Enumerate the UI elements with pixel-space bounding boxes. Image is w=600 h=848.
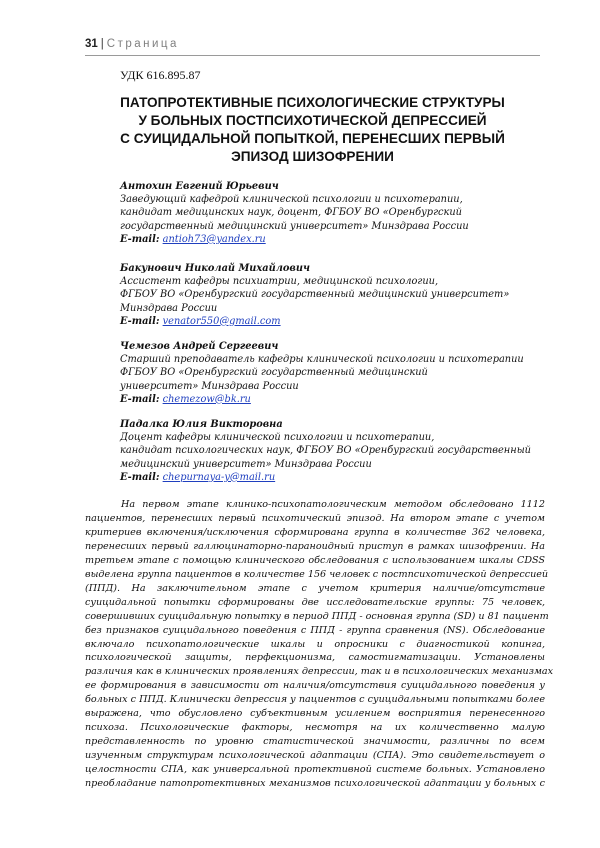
author-affiliation-line: медицинский университет» Минздрава России bbox=[120, 458, 372, 470]
author-block bbox=[120, 262, 550, 328]
email-label: E-mail: bbox=[120, 315, 160, 327]
author-email-link[interactable]: chemezow@bk.ru bbox=[162, 393, 251, 405]
abstract-line: выражена, что обусловлено субъективным усилением восприятия перенесенного bbox=[85, 708, 545, 720]
abstract-line: различия как в клинических проявлениях депрессии, так и в психологических механизмах bbox=[85, 666, 554, 678]
abstract-line: целостности СПА, как универсальной протективной системе больных. Установлено bbox=[85, 764, 545, 776]
abstract-line: перенесших первый галлюцинаторно-параноидный приступ в рамках шизофрении. На bbox=[85, 540, 545, 552]
abstract-line: совершивших суицидальную попытку в период ППД - основная группа (SD) и 81 пациент bbox=[85, 610, 549, 622]
author-affiliation-line: Ассистент кафедры психиатрии, медицинской психологии, bbox=[120, 276, 439, 288]
title-line: У БОЛЬНЫХ ПОСТПСИХОТИЧЕСКОЙ ДЕПРЕССИЕЙ bbox=[138, 113, 487, 128]
author-name: Бакунович Николай Михайлович bbox=[120, 263, 310, 274]
abstract-line: представленность по уровню статистической значимости, различны по всем bbox=[85, 736, 545, 748]
abstract-line: включало психопатологические шкалы и опросники с диагностикой копинга, bbox=[85, 638, 545, 650]
author-affiliation-line: государственный медицинский университет» Минздрава России bbox=[120, 220, 469, 232]
article-title bbox=[85, 94, 540, 166]
abstract-line: критериев включения/исключения сформирована группа в количестве 362 человека, bbox=[85, 526, 545, 538]
author-affiliation-line: ФГБОУ ВО «Оренбургский государственный медицинский bbox=[120, 367, 428, 379]
page-number: 31 bbox=[85, 38, 98, 50]
author-affiliation-line: Доцент кафедры клинической психологии и психотерапии, bbox=[120, 432, 435, 444]
header-divider bbox=[85, 55, 540, 56]
email-label: E-mail: bbox=[120, 233, 160, 245]
title-line: С СУИЦИДАЛЬНОЙ ПОПЫТКОЙ, ПЕРЕНЕСШИХ ПЕРВЫЙ bbox=[120, 131, 505, 146]
abstract-line: преобладание патопротективных механизмов психологической адаптации у больных с bbox=[85, 778, 545, 790]
abstract-line: суицидальной попытки сформированы две исследовательские группы: 75 человек, bbox=[85, 596, 545, 608]
abstract-body bbox=[85, 498, 554, 791]
email-label: E-mail: bbox=[120, 393, 160, 405]
author-affiliation-line: Заведующий кафедрой клинической психологии и психотерапии, bbox=[120, 194, 463, 206]
author-email-link[interactable]: antioh73@yandex.ru bbox=[162, 233, 266, 245]
author-email-link[interactable]: chepurnaya-y@mail.ru bbox=[162, 471, 276, 483]
abstract-line: третьем этапе с помощью клинического обследования с использованием шкалы CDSS bbox=[85, 554, 545, 566]
author-block bbox=[120, 418, 550, 484]
author-affiliation-line: Минздрава России bbox=[120, 302, 218, 314]
author-affiliation-line: Старший преподаватель кафедры клинической психологии и психотерапии bbox=[120, 354, 524, 366]
author-name: Падалка Юлия Викторовна bbox=[120, 419, 283, 430]
running-header bbox=[85, 38, 540, 50]
abstract-line: (ППД). На заключительном этапе с учетом критерия наличие/отсутствие bbox=[85, 582, 545, 594]
header-label: Страница bbox=[106, 38, 179, 50]
udk-code: УДК 616.895.87 bbox=[120, 68, 201, 82]
abstract-line: больных с ППД. Клинически депрессия у пациентов с суицидальными попытками более bbox=[85, 694, 545, 706]
abstract-line: изученным структурам психологической адаптации (СПА). Это свидетельствует о bbox=[85, 750, 545, 762]
email-label: E-mail: bbox=[120, 471, 160, 483]
author-affiliation-line: университет» Минздрава России bbox=[120, 380, 299, 392]
header-separator: | bbox=[100, 38, 104, 50]
abstract-line: без признаков суицидального поведения с ППД - группа сравнения (NS). Обследование bbox=[85, 624, 545, 636]
author-block bbox=[120, 340, 550, 406]
author-name: Антохин Евгений Юрьевич bbox=[120, 181, 279, 192]
title-line: ЭПИЗОД ШИЗОФРЕНИИ bbox=[231, 149, 394, 164]
author-affiliation-line: ФГБОУ ВО «Оренбургский государственный медицинский университет» bbox=[120, 289, 510, 301]
abstract-line: выделена группа пациентов в количестве 156 человек с постпсихотической депрессией bbox=[85, 568, 549, 580]
author-block bbox=[120, 180, 550, 246]
author-name: Чемезов Андрей Сергеевич bbox=[120, 341, 279, 352]
abstract-line: психологической защиты, перфекционизма, самостигматизации. Установлены bbox=[85, 652, 545, 664]
abstract-line: психоза. Психологические факторы, несмотря на их количественно малую bbox=[85, 722, 545, 734]
abstract-line: На первом этапе клинико-психопатологическим методом обследовано 1112 bbox=[121, 499, 545, 510]
author-email-link[interactable]: venator550@gmail.com bbox=[162, 315, 281, 327]
abstract-line: ее формирования в зависимости от наличия/отсутствия суицидального поведения у bbox=[85, 680, 545, 692]
author-affiliation-line: кандидат медицинских наук, доцент, ФГБОУ ВО «Оренбургский bbox=[120, 207, 462, 219]
author-affiliation-line: кандидат психологических наук, ФГБОУ ВО «Оренбургский государственный bbox=[120, 445, 531, 457]
abstract-line: пациентов, перенесших первый психотический эпизод. На втором этапе с учетом bbox=[85, 512, 545, 524]
title-line: ПАТОПРОТЕКТИВНЫЕ ПСИХОЛОГИЧЕСКИЕ СТРУКТУРЫ bbox=[120, 95, 505, 110]
